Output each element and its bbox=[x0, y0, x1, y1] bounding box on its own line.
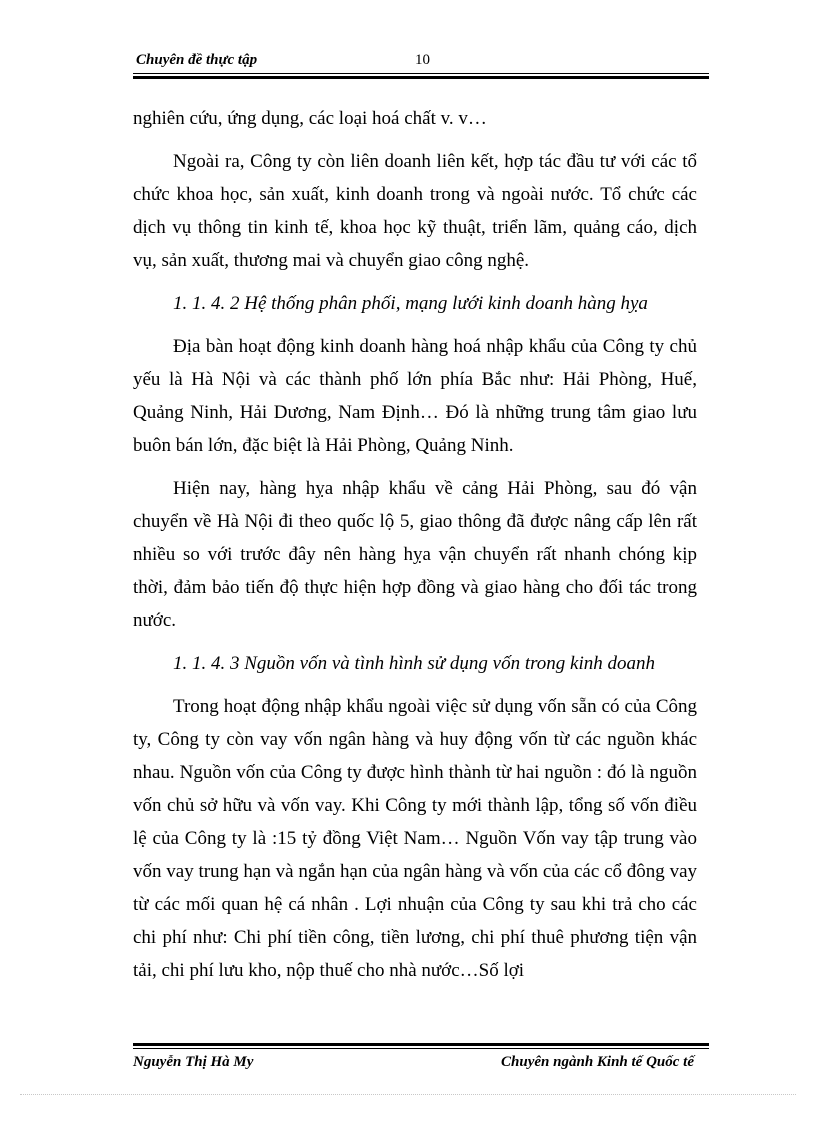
footer-major: Chuyên ngành Kinh tế Quốc tế bbox=[501, 1054, 694, 1070]
paragraph-continuation: nghiên cứu, ứng dụng, các loại hoá chất v. v… bbox=[133, 108, 487, 129]
page-number: 10 bbox=[415, 52, 430, 68]
paragraph: Trong hoạt động nhập khẩu ngoài việc sử dụng vốn sẵn có của Công ty, Công ty còn vay vốn ngân hàng và huy động vốn từ các nguồn khác nhau. Nguồn vốn của Công ty được hình thành từ hai nguồn : đó là nguồn vốn chủ sở hữu và vốn vay. Khi Công ty mới thành lập, tổng số vốn điều lệ của Công ty là :15 tỷ đồng Việt Nam… Nguồn Vốn vay tập trung vào vốn vay trung hạn và ngắn hạn của ngân hàng và vốn của các cổ đông vay từ các mối quan hệ cá nhân . Lợi nhuận của Công ty sau khi trả cho các chi phí như: Chi phí tiền công, tiền lương, chi phí thuê phương tiện vận tải, chi phí lưu kho, nộp thuế cho nhà nước…Số lợi bbox=[133, 696, 697, 981]
paragraph: Hiện nay, hàng hỵa nhập khẩu về cảng Hải Phòng, sau đó vận chuyển về Hà Nội đi theo quốc lộ 5, giao thông đã được nâng cấp lên rất nhiều so với trước đây nên hàng hỵa vận chuyển rất nhanh chóng kịp thời, đảm bảo tiến độ thực hiện hợp đồng và giao hàng cho đối tác trong nước. bbox=[133, 478, 697, 631]
header-rule-thick bbox=[133, 76, 709, 79]
header-title: Chuyên đề thực tập bbox=[136, 52, 258, 68]
paragraph: Ngoài ra, Công ty còn liên doanh liên kết, hợp tác đầu tư với các tổ chức khoa học, sản xuất, kinh doanh trong và ngoài nước. Tổ chức các dịch vụ thông tin kinh tế, khoa học kỹ thuật, triển lãm, quảng cáo, dịch vụ, sản xuất, thương mai và chuyển giao công nghệ. bbox=[133, 151, 697, 271]
footer-author: Nguyễn Thị Hà My bbox=[133, 1054, 254, 1070]
page-edge-divider bbox=[20, 1094, 796, 1095]
footer-rule-thick bbox=[133, 1043, 709, 1046]
section-heading: 1. 1. 4. 2 Hệ thống phân phối, mạng lưới kinh doanh hàng hỵa bbox=[173, 293, 648, 314]
page-body bbox=[133, 102, 697, 987]
header-rule-thin bbox=[133, 73, 709, 74]
footer-rule-thin bbox=[133, 1048, 709, 1049]
section-heading: 1. 1. 4. 3 Nguồn vốn và tình hình sử dụng vốn trong kinh doanh bbox=[173, 653, 655, 674]
paragraph: Địa bàn hoạt động kinh doanh hàng hoá nhập khẩu của Công ty chủ yếu là Hà Nội và các thành phố lớn phía Bắc như: Hải Phòng, Huế, Quảng Ninh, Hải Dương, Nam Định… Đó là những trung tâm giao lưu buôn bán lớn, đặc biệt là Hải Phòng, Quảng Ninh. bbox=[133, 336, 697, 456]
page-header bbox=[133, 52, 708, 72]
